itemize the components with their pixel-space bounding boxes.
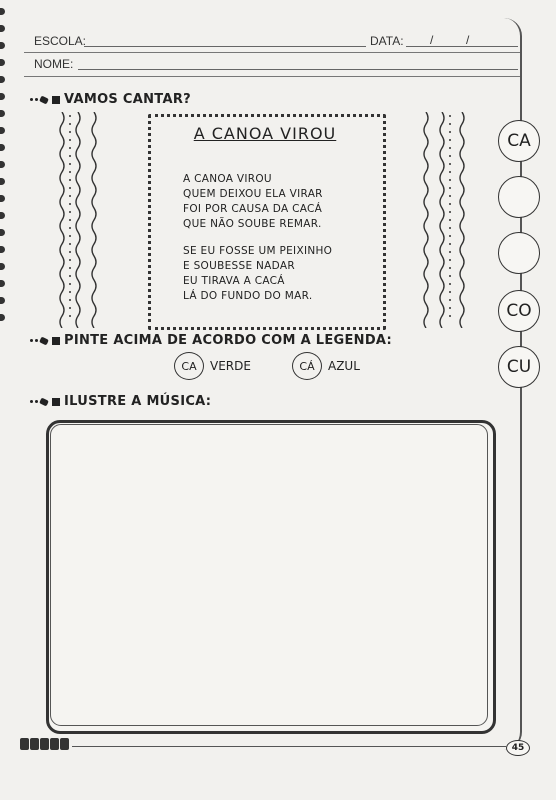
page-number: 45 xyxy=(506,740,530,756)
drawing-area-inner-border xyxy=(50,424,488,726)
header-divider xyxy=(24,52,520,53)
name-label: NOME: xyxy=(34,57,74,71)
song-title: A CANOA VIROU xyxy=(193,124,337,143)
sing-title-text: VAMOS CANTAR? xyxy=(64,92,191,107)
verse-line: QUEM DEIXOU ELA VIRAR xyxy=(183,188,323,200)
wavy-border-right xyxy=(418,112,474,328)
syllable-circle-co[interactable]: CO xyxy=(498,290,540,332)
legend-color: VERDE xyxy=(210,359,251,373)
verse-line: E SOUBESSE NADAR xyxy=(183,260,295,272)
syllable-circle-empty-1[interactable] xyxy=(498,176,540,218)
date-slash-2: / xyxy=(466,33,470,47)
legend-syllable: CÁ xyxy=(292,352,322,380)
legend-syllable: CA xyxy=(174,352,204,380)
date-label: DATA: xyxy=(370,34,404,48)
footer-rule xyxy=(72,746,506,747)
song-verse-1 xyxy=(183,172,323,232)
publisher-logo xyxy=(20,738,70,750)
legend-item-blue xyxy=(292,352,360,380)
verse-line: LÁ DO FUNDO DO MAR. xyxy=(183,290,313,302)
school-label: ESCOLA: xyxy=(34,34,87,48)
date-field[interactable] xyxy=(406,46,518,47)
syllable-circle-ca[interactable]: CA xyxy=(498,120,540,162)
sing-section-title xyxy=(30,92,191,107)
legend-item-green xyxy=(174,352,251,380)
legend-color: AZUL xyxy=(328,359,360,373)
header-divider-2 xyxy=(24,76,520,77)
bullet-icon xyxy=(30,96,60,104)
syllable-circle-cu[interactable]: CU xyxy=(498,346,540,388)
paint-title-text: PINTE ACIMA DE ACORDO COM A LEGENDA: xyxy=(64,333,393,348)
bullet-icon xyxy=(30,398,60,406)
verse-line: FOI POR CAUSA DA CACÁ xyxy=(183,203,323,215)
song-verse-2 xyxy=(183,244,332,304)
illustrate-title-text: ILUSTRE A MÚSICA: xyxy=(64,394,212,409)
bullet-icon xyxy=(30,337,60,345)
wavy-border-left xyxy=(54,112,110,328)
paint-section-title xyxy=(30,333,392,348)
school-field[interactable] xyxy=(84,46,366,47)
verse-line: EU TIRAVA A CACÁ xyxy=(183,275,285,287)
date-slash-1: / xyxy=(430,33,434,47)
spiral-binding xyxy=(0,8,10,338)
verse-line: SE EU FOSSE UM PEIXINHO xyxy=(183,245,333,257)
syllable-circle-empty-2[interactable] xyxy=(498,232,540,274)
illustrate-section-title xyxy=(30,394,211,409)
verse-line: A CANOA VIROU xyxy=(183,173,272,185)
verse-line: QUE NÃO SOUBE REMAR. xyxy=(183,218,322,230)
name-field[interactable] xyxy=(78,69,518,70)
